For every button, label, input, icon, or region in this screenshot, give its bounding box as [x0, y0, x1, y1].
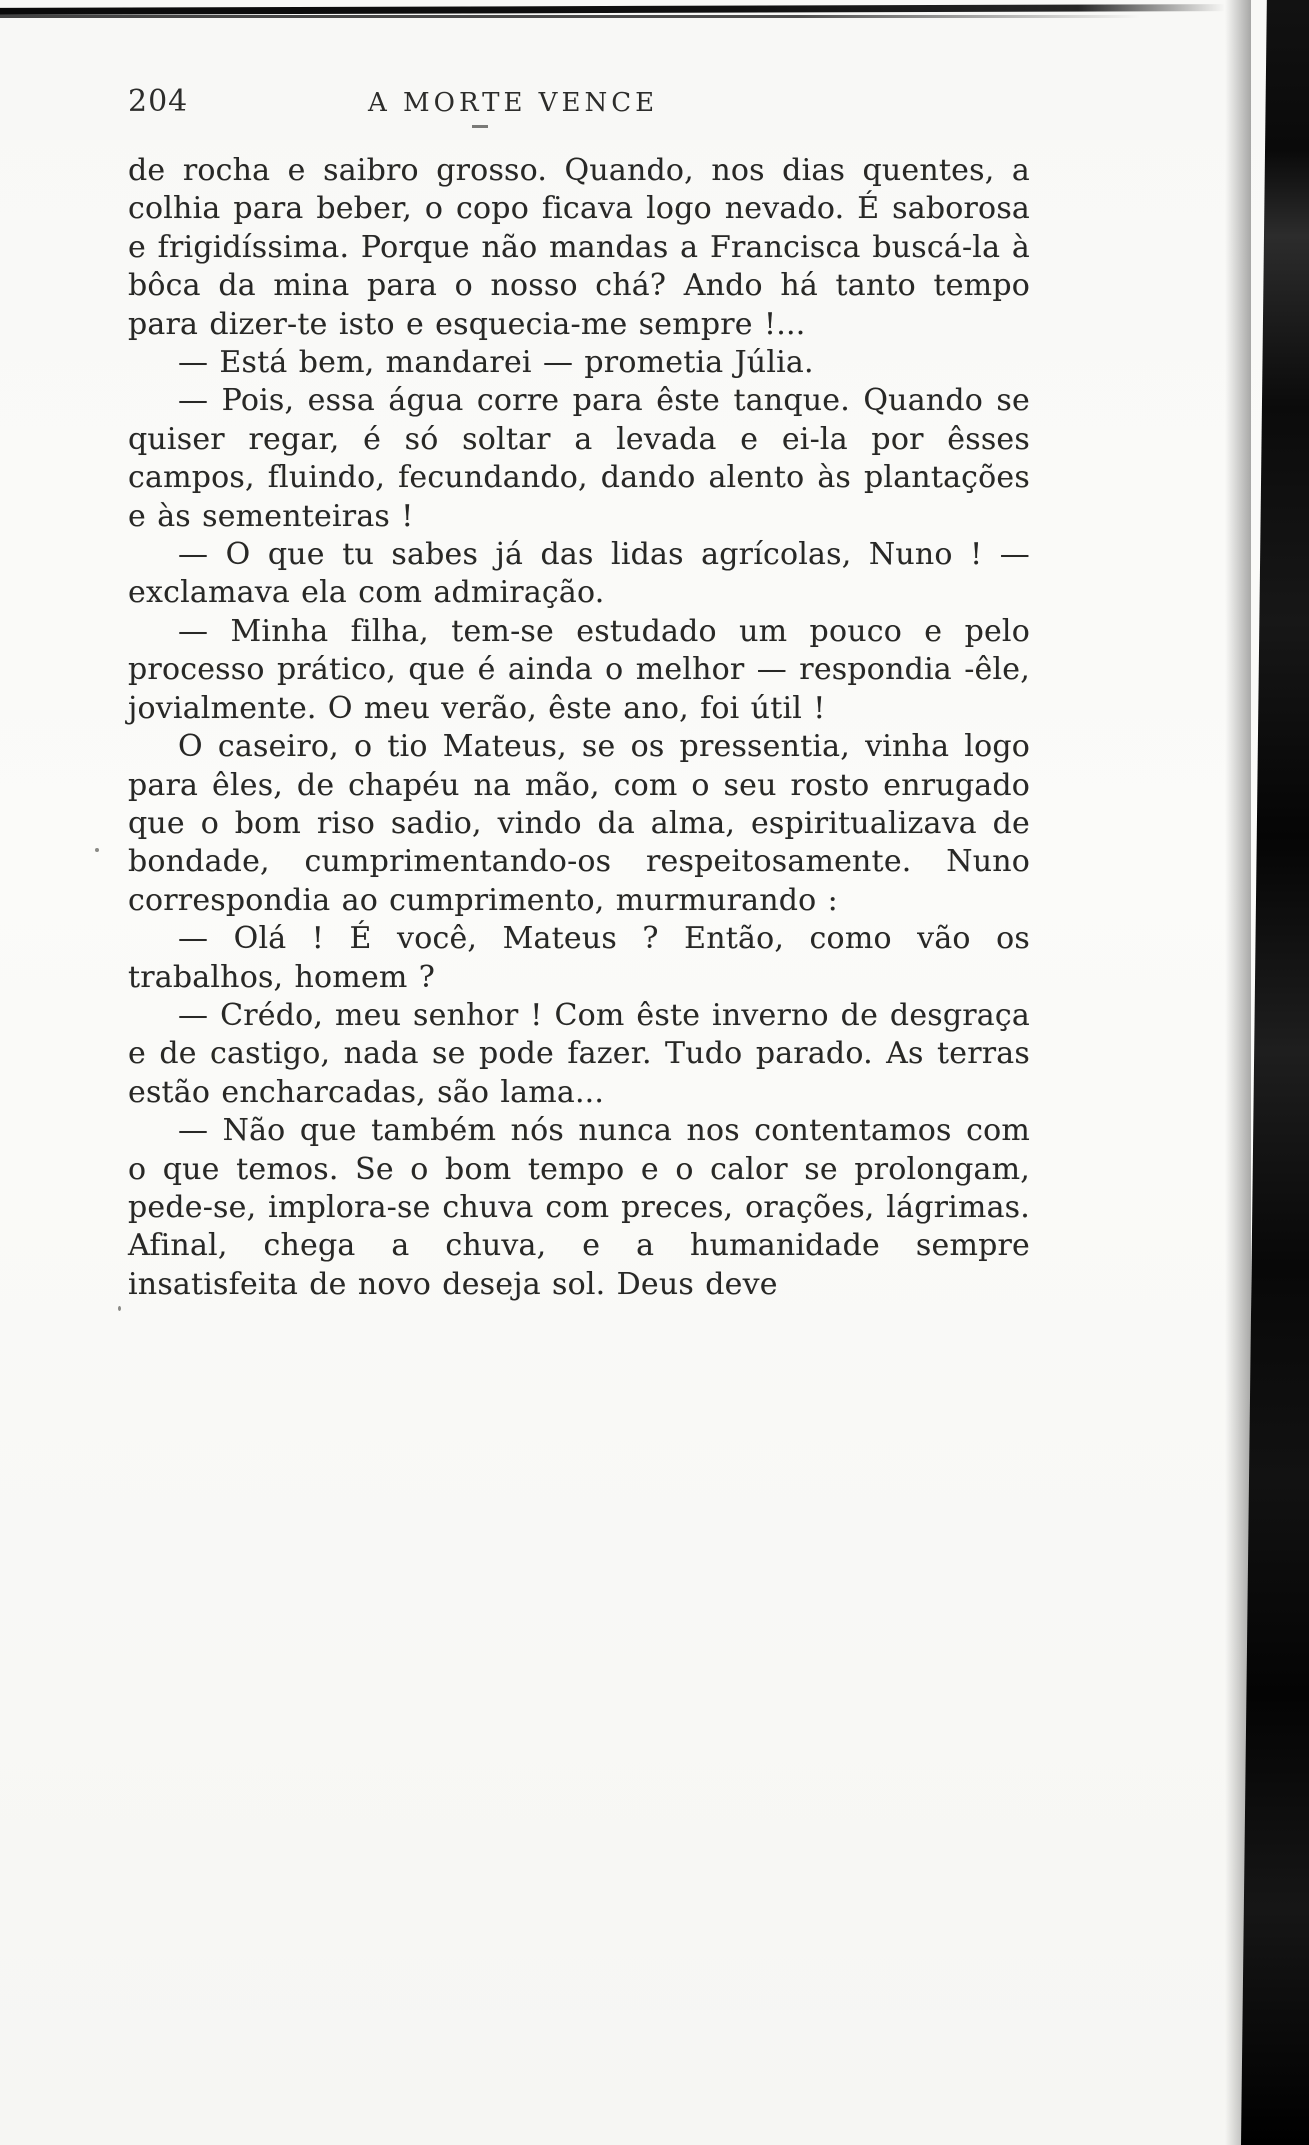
scan-speck — [95, 848, 99, 852]
page-body — [128, 152, 1030, 1304]
book-gutter-shadow — [1241, 0, 1309, 2145]
paragraph: — Minha filha, tem-se estudado um pouco e pelo processo prático, que é ainda o melhor — respondia -êle, jovialmente. O meu verão, êste ano, foi útil ! — [128, 613, 1030, 726]
paragraph: — O que tu sabes já das lidas agrícolas, Nuno ! — exclamava ela com admiração. — [128, 537, 1030, 611]
paragraph: O caseiro, o tio Mateus, se os pressentia, vinha logo para êles, de chapéu na mão, com o seu rosto enrugado que o bom riso sadio, vindo da alma, espiritualizava de bondade, cumprimentando-os respeitosamente. Nuno correspondia ao cumprimento, murmurando : — [128, 729, 1030, 918]
scan-artifact-top-line — [0, 4, 1225, 15]
paragraph: de rocha e saibro grosso. Quando, nos dias quentes, a colhia para beber, o copo ficava logo nevado. É saborosa e frigidíssima. Porque não mandas a Francisca buscá-la à bôca da mina para o nosso chá? Ando há tanto tempo para dizer-te isto e esquecia-me sempre !... — [128, 153, 1030, 342]
paragraph: — Não que também nós nunca nos contentamos com o que temos. Se o bom tempo e o calor se prolongam, pede-se, implora-se chuva com preces, orações, lágrimas. Afinal, chega a chuva, e a humanidade sempre insatisfeita de novo deseja sol. Deus deve — [128, 1113, 1030, 1302]
paragraph: — Pois, essa água corre para êste tanque. Quando se quiser regar, é só soltar a levada e ei-la por êsses campos, fluindo, fecundando, dando alento às plantações e às sementeiras ! — [128, 383, 1030, 534]
paragraph: — Olá ! É você, Mateus ? Então, como vão os trabalhos, homem ? — [128, 921, 1030, 995]
paragraph: — Crédo, meu senhor ! Com êste inverno de desgraça e de castigo, nada se pode fazer. Tudo parado. As terras estão encharcadas, são lama... — [128, 997, 1030, 1110]
running-title: A MORTE VENCE — [368, 88, 659, 118]
paragraph: — Está bem, mandarei — prometia Júlia. — [178, 345, 814, 381]
scan-artifact-title-mark — [472, 125, 488, 128]
page-number: 204 — [128, 84, 189, 119]
scan-artifact-top-line-thin — [0, 15, 1140, 18]
scan-speck — [118, 1306, 121, 1311]
